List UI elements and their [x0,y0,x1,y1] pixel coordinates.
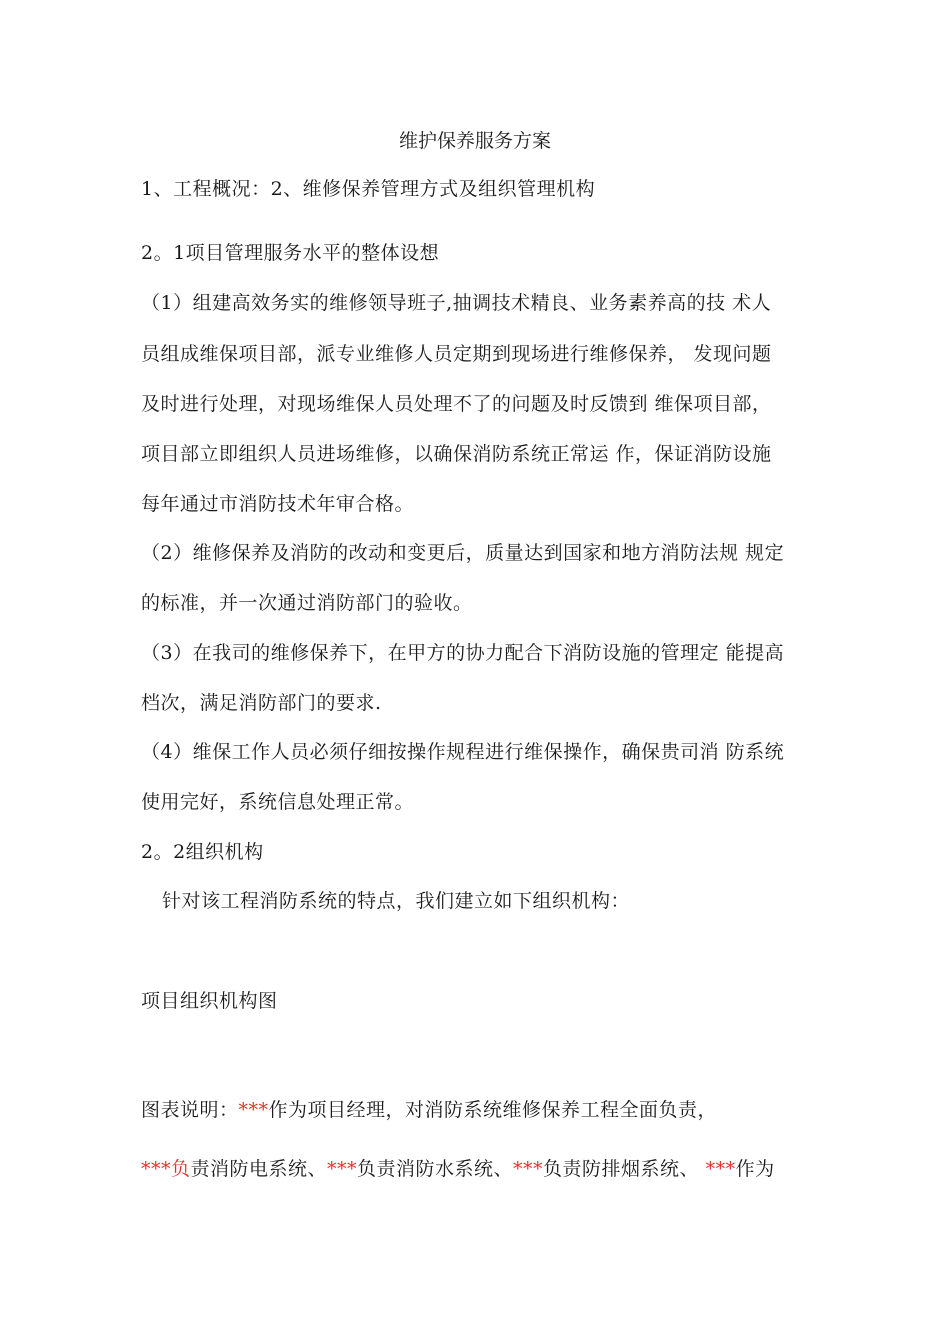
legend-text: 负责防排烟系统、 [543,1158,706,1180]
legend-text: 负责消防水系统、 [357,1158,514,1180]
legend-text: 责消防电系统、 [190,1158,328,1180]
masked-name: *** [513,1158,544,1180]
masked-name: *** [238,1099,269,1121]
paragraph-line: （4）维保工作人员必须仔细按操作规程进行维保操作，确保贵司消 防系统 [141,741,785,763]
paragraph-line: （2）维修保养及消防的改动和变更后，质量达到国家和地方消防法规 规定 [141,542,785,564]
paragraph-line: 针对该工程消防系统的特点，我们建立如下组织机构： [162,890,631,912]
paragraph-line: 档次，满足消防部门的要求. [141,692,382,714]
masked-name: *** [327,1158,358,1180]
legend-prefix: 图表说明： [141,1099,239,1121]
paragraph-line: 的标准，并一次通过消防部门的验收。 [141,592,473,614]
paragraph-line: （1）组建高效务实的维修领导班子,抽调技术精良、业务素养高的技 术人 [141,292,772,314]
section-heading-2-2: 2。2组织机构 [141,841,264,863]
paragraph-line: 使用完好，系统信息处理正常。 [141,791,415,813]
masked-name: *** [705,1158,736,1180]
paragraph-line: 及时进行处理，对现场维保人员处理不了的问题及时反馈到 维保项目部， [141,393,772,415]
paragraph-line: 每年通过市消防技术年审合格。 [141,493,415,515]
masked-name: ***负 [141,1158,191,1180]
legend-line-1 [141,1097,717,1123]
document-title: 维护保养服务方案 [398,130,551,152]
legend-text: 作为项目经理，对消防系统维修保养工程全面负责， [268,1099,718,1121]
org-chart-caption: 项目组织机构图 [141,990,278,1012]
paragraph-line: 项目部立即组织人员进场维修，以确保消防系统正常运 作，保证消防设施 [141,443,772,465]
section-heading-2-1: 2。1项目管理服务水平的整体设想 [141,242,440,264]
paragraph-line: 员组成维保项目部，派专业维修人员定期到现场进行维修保养， 发现问题 [141,343,772,365]
legend-text: 作为 [735,1158,775,1180]
paragraph-line: （3）在我司的维修保养下，在甲方的协力配合下消防设施的管理定 能提高 [141,642,785,664]
legend-line-2 [141,1156,775,1182]
section-heading-1: 1、工程概况：2、维修保养管理方式及组织管理机构 [141,178,596,200]
